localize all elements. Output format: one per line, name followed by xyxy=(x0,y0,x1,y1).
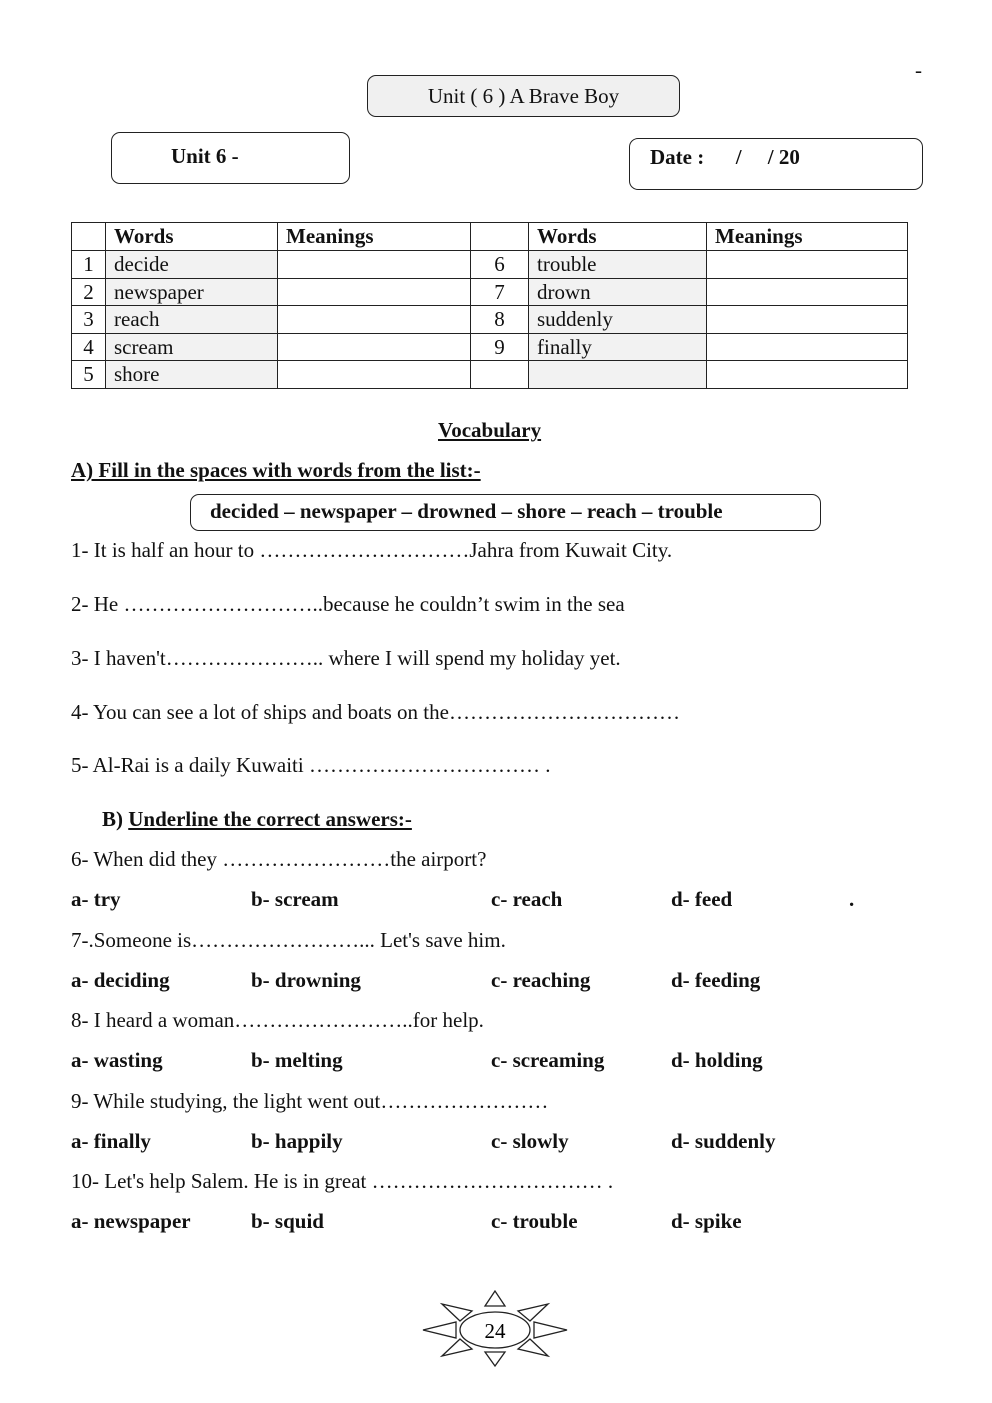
table-row xyxy=(72,333,908,361)
row-number: 2 xyxy=(72,278,106,306)
row-number: 9 xyxy=(471,333,529,361)
table-header-row xyxy=(72,223,908,251)
answer-option[interactable]: d- holding xyxy=(671,1048,763,1072)
unit-title-box xyxy=(367,75,680,117)
answer-option[interactable]: a- finally xyxy=(71,1128,151,1153)
row-number: 4 xyxy=(72,333,106,361)
header-cell: Words xyxy=(106,223,278,251)
header-cell: Words xyxy=(529,223,707,251)
row-number: 5 xyxy=(72,361,106,389)
answer-option[interactable]: b- scream xyxy=(251,887,339,911)
mcq-question: 8- I heard a woman……………………..for help. xyxy=(71,1008,484,1032)
meaning-cell[interactable] xyxy=(278,333,471,361)
word-cell: newspaper xyxy=(106,278,278,306)
row-number: 3 xyxy=(72,306,106,334)
meaning-cell[interactable] xyxy=(278,361,471,389)
trailing-dot: . xyxy=(849,887,855,911)
answer-option[interactable]: c- reaching xyxy=(491,967,591,992)
word-list: decided – newspaper – drowned – shore – reach – trouble xyxy=(210,499,723,523)
meaning-cell[interactable] xyxy=(707,251,908,279)
answer-option[interactable]: d- spike xyxy=(671,1209,742,1233)
answer-option[interactable]: b- happily xyxy=(251,1128,343,1153)
table-row xyxy=(72,306,908,334)
word-cell xyxy=(529,361,707,389)
section-b-heading xyxy=(102,807,412,832)
section-b-title: Underline the correct answers:- xyxy=(128,807,412,831)
question-3: 3- I haven't………………….. where I will spend my holiday yet. xyxy=(71,646,621,670)
word-cell: reach xyxy=(106,306,278,334)
answer-option[interactable]: d- feed xyxy=(671,887,733,911)
question-1: 1- It is half an hour to …………………………Jahra from Kuwait City. xyxy=(71,538,673,562)
answer-option[interactable]: c- trouble xyxy=(491,1209,578,1233)
answer-option[interactable]: b- drowning xyxy=(251,967,361,992)
header-cell xyxy=(471,223,529,251)
meaning-cell[interactable] xyxy=(707,278,908,306)
row-number: 1 xyxy=(72,251,106,279)
answer-option[interactable]: b- squid xyxy=(251,1209,324,1233)
meaning-cell[interactable] xyxy=(278,251,471,279)
table-row xyxy=(72,361,908,389)
answer-option[interactable]: a- deciding xyxy=(71,967,170,992)
question-5: 5- Al-Rai is a daily Kuwaiti …………………………… . xyxy=(71,753,551,777)
word-cell: suddenly xyxy=(529,306,707,334)
section-a-heading: A) Fill in the spaces with words from the list:- xyxy=(71,458,481,482)
meaning-cell[interactable] xyxy=(278,278,471,306)
unit-box xyxy=(111,132,350,184)
answer-option[interactable]: a- try xyxy=(71,887,121,911)
question-2: 2- He ………………………..because he couldn’t swim in the sea xyxy=(71,592,625,616)
header-cell: Meanings xyxy=(707,223,908,251)
sun-page-badge xyxy=(420,1288,570,1372)
mcq-question: 9- While studying, the light went out…………………… xyxy=(71,1088,549,1113)
answer-option[interactable]: d- feeding xyxy=(671,967,761,992)
answer-option[interactable]: b- melting xyxy=(251,1048,343,1072)
mcq-question: 6- When did they ……………………the airport? xyxy=(71,847,487,871)
date-label: Date : / / 20 xyxy=(650,145,800,169)
mcq-question: 7-.Someone is……………………... Let's save him. xyxy=(71,927,506,952)
question-4: 4- You can see a lot of ships and boats on the…………………………… xyxy=(71,700,680,724)
word-cell: finally xyxy=(529,333,707,361)
answer-option[interactable]: c- reach xyxy=(491,887,563,911)
word-cell: trouble xyxy=(529,251,707,279)
section-b-prefix: B) xyxy=(102,807,123,831)
answer-option[interactable]: a- newspaper xyxy=(71,1209,191,1233)
answer-option[interactable]: c- screaming xyxy=(491,1048,605,1072)
date-box xyxy=(629,138,923,190)
unit-label: Unit 6 - xyxy=(171,144,239,168)
row-number xyxy=(471,361,529,389)
table-row xyxy=(72,251,908,279)
answer-option[interactable]: c- slowly xyxy=(491,1128,569,1153)
word-cell: drown xyxy=(529,278,707,306)
meaning-cell[interactable] xyxy=(278,306,471,334)
word-list-box xyxy=(190,494,821,531)
word-cell: decide xyxy=(106,251,278,279)
word-cell: scream xyxy=(106,333,278,361)
meaning-cell[interactable] xyxy=(707,361,908,389)
unit-title: Unit ( 6 ) A Brave Boy xyxy=(427,84,620,108)
header-cell: Meanings xyxy=(278,223,471,251)
table-row xyxy=(72,278,908,306)
corner-mark: - xyxy=(915,58,922,82)
meaning-cell[interactable] xyxy=(707,306,908,334)
row-number: 6 xyxy=(471,251,529,279)
word-cell: shore xyxy=(106,361,278,389)
page-number: 24 xyxy=(484,1319,506,1343)
row-number: 8 xyxy=(471,306,529,334)
vocabulary-table xyxy=(71,222,908,389)
row-number: 7 xyxy=(471,278,529,306)
answer-option[interactable]: a- wasting xyxy=(71,1048,163,1072)
mcq-question: 10- Let's help Salem. He is in great …………………………… . xyxy=(71,1169,614,1193)
meaning-cell[interactable] xyxy=(707,333,908,361)
answer-option[interactable]: d- suddenly xyxy=(671,1128,776,1153)
header-cell xyxy=(72,223,106,251)
vocabulary-heading: Vocabulary xyxy=(438,418,542,442)
